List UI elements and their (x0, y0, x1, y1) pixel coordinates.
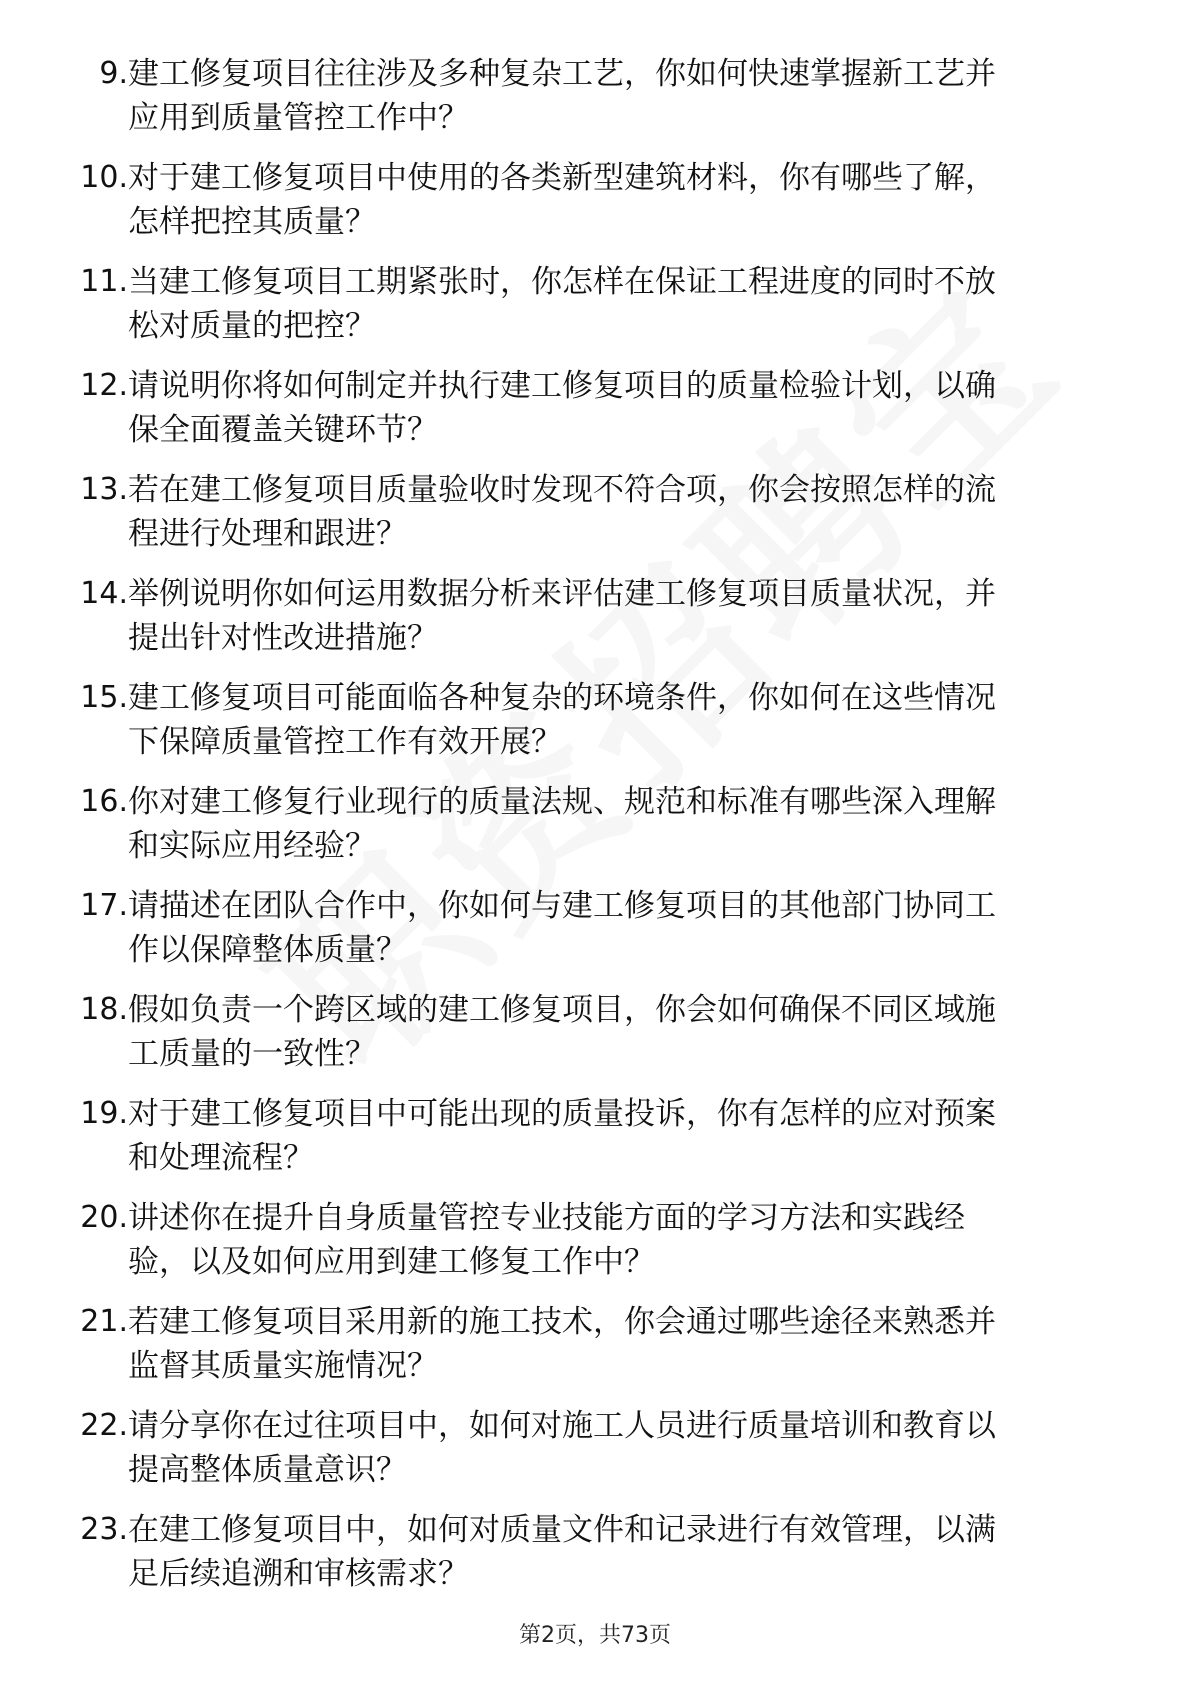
question-line: 和处理流程？ (128, 1140, 314, 1176)
question-number: 12. (80, 368, 128, 403)
question-item (0, 1092, 1190, 1196)
question-line: 假如负责一个跨区域的建工修复项目，你会如何确保不同区域施 (128, 992, 996, 1028)
question-item (0, 468, 1190, 572)
question-item (0, 676, 1190, 780)
question-number: 18. (80, 992, 128, 1027)
question-number: 14. (80, 576, 128, 611)
question-line: 建工修复项目往往涉及多种复杂工艺，你如何快速掌握新工艺并 (128, 56, 996, 92)
question-text (128, 1508, 1118, 1596)
question-text (128, 364, 1118, 452)
question-line: 请描述在团队合作中，你如何与建工修复项目的其他部门协同工 (128, 888, 996, 924)
question-line: 请分享你在过往项目中，如何对施工人员进行质量培训和教育以 (128, 1408, 996, 1444)
question-line: 请说明你将如何制定并执行建工修复项目的质量检验计划，以确 (128, 368, 996, 404)
question-text (128, 676, 1118, 764)
question-item (0, 156, 1190, 260)
question-line: 怎样把控其质量？ (128, 204, 376, 240)
question-line: 工质量的一致性？ (128, 1036, 376, 1072)
question-number: 10. (80, 160, 128, 195)
question-list (0, 52, 1190, 1612)
question-line: 下保障质量管控工作有效开展？ (128, 724, 562, 760)
question-item (0, 260, 1190, 364)
question-text (128, 884, 1118, 972)
question-line: 作以保障整体质量？ (128, 932, 407, 968)
question-text (128, 1300, 1118, 1388)
question-line: 松对质量的把控？ (128, 308, 376, 344)
question-text (128, 1196, 1118, 1284)
question-number: 17. (80, 888, 128, 923)
question-text (128, 260, 1118, 348)
question-item (0, 52, 1190, 156)
question-item (0, 572, 1190, 676)
question-item (0, 364, 1190, 468)
question-number: 11. (80, 264, 128, 299)
question-line: 若在建工修复项目质量验收时发现不符合项，你会按照怎样的流 (128, 472, 996, 508)
question-line: 对于建工修复项目中使用的各类新型建筑材料，你有哪些了解， (128, 160, 996, 196)
question-number: 22. (80, 1408, 128, 1443)
question-item (0, 1300, 1190, 1404)
question-number: 20. (80, 1200, 128, 1235)
question-text (128, 156, 1118, 244)
question-text (128, 988, 1118, 1076)
question-item (0, 884, 1190, 988)
question-line: 当建工修复项目工期紧张时，你怎样在保证工程进度的同时不放 (128, 264, 996, 300)
question-number: 21. (80, 1304, 128, 1339)
question-line: 提出针对性改进措施？ (128, 620, 438, 656)
question-line: 监督其质量实施情况？ (128, 1348, 438, 1384)
question-line: 你对建工修复行业现行的质量法规、规范和标准有哪些深入理解 (128, 784, 996, 820)
question-number: 15. (80, 680, 128, 715)
question-line: 建工修复项目可能面临各种复杂的环境条件，你如何在这些情况 (128, 680, 996, 716)
question-line: 若建工修复项目采用新的施工技术，你会通过哪些途径来熟悉并 (128, 1304, 996, 1340)
question-line: 和实际应用经验？ (128, 828, 376, 864)
question-item (0, 1196, 1190, 1300)
question-text (128, 780, 1118, 868)
question-line: 应用到质量管控工作中？ (128, 100, 469, 136)
question-item (0, 1508, 1190, 1612)
question-text (128, 468, 1118, 556)
question-number: 19. (80, 1096, 128, 1131)
question-number: 9. (99, 56, 128, 91)
question-line: 提高整体质量意识？ (128, 1452, 407, 1488)
question-line: 举例说明你如何运用数据分析来评估建工修复项目质量状况，并 (128, 576, 996, 612)
question-number: 23. (80, 1512, 128, 1547)
question-text (128, 52, 1118, 140)
question-line: 讲述你在提升自身质量管控专业技能方面的学习方法和实践经 (128, 1200, 965, 1236)
page-footer: 第2页，共73页 (519, 1623, 671, 1648)
question-item (0, 988, 1190, 1092)
question-line: 验，以及如何应用到建工修复工作中？ (128, 1244, 655, 1280)
question-text (128, 1404, 1118, 1492)
question-line: 程进行处理和跟进？ (128, 516, 407, 552)
question-line: 在建工修复项目中，如何对质量文件和记录进行有效管理，以满 (128, 1512, 996, 1548)
question-text (128, 1092, 1118, 1180)
question-number: 16. (80, 784, 128, 819)
question-line: 对于建工修复项目中可能出现的质量投诉，你有怎样的应对预案 (128, 1096, 996, 1132)
question-item (0, 780, 1190, 884)
question-item (0, 1404, 1190, 1508)
question-line: 足后续追溯和审核需求？ (128, 1556, 469, 1592)
question-line: 保全面覆盖关键环节？ (128, 412, 438, 448)
question-text (128, 572, 1118, 660)
question-number: 13. (80, 472, 128, 507)
